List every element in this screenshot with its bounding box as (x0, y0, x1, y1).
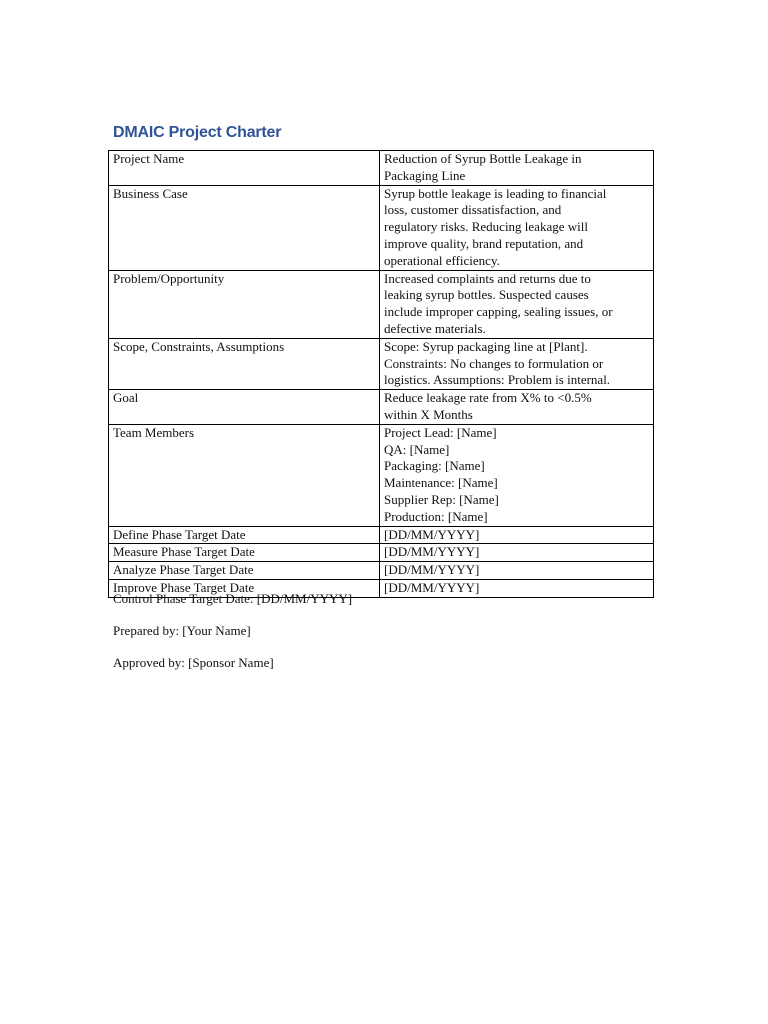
row-value-line: Maintenance: [Name] (384, 475, 498, 491)
row-value-line: Supplier Rep: [Name] (384, 491, 499, 507)
row-label: Business Case (109, 185, 380, 270)
row-value-line: loss, customer dissatisfaction, and (384, 202, 562, 218)
row-value (380, 526, 654, 544)
table-row (109, 185, 654, 270)
row-value-line: QA: [Name] (384, 441, 450, 457)
row-value-line: improve quality, brand reputation, and (384, 235, 584, 251)
row-label: Scope, Constraints, Assumptions (109, 338, 380, 389)
row-value-line: [DD/MM/YYYY] (384, 579, 480, 595)
row-value (380, 390, 654, 425)
row-value (380, 185, 654, 270)
table-row (109, 338, 654, 389)
row-label: Team Members (109, 424, 380, 526)
row-value (380, 424, 654, 526)
row-value-line: Increased complaints and returns due to (384, 270, 591, 286)
row-label: Improve Phase Target Date (109, 579, 380, 597)
table-row (109, 390, 654, 425)
row-value-line: [DD/MM/YYYY] (384, 544, 480, 560)
approved-by-line: Approved by: [Sponsor Name] (113, 655, 274, 670)
row-value (380, 579, 654, 597)
row-value-line: [DD/MM/YYYY] (384, 526, 480, 542)
row-value-line: include improper capping, sealing issues, or (384, 304, 613, 320)
control-phase-line: Control Phase Target Date: [DD/MM/YYYY] (113, 591, 353, 606)
row-value-line: within X Months (384, 406, 473, 422)
row-value-line: [DD/MM/YYYY] (384, 562, 480, 578)
table-row (109, 151, 654, 186)
table-row (109, 270, 654, 338)
row-label: Define Phase Target Date (109, 526, 380, 544)
table-row (109, 526, 654, 544)
charter-table-body (109, 151, 654, 598)
row-value-line: operational efficiency. (384, 252, 500, 268)
row-value-line: leaking syrup bottles. Suspected causes (384, 287, 589, 303)
row-value-line: logistics. Assumptions: Problem is internal. (384, 372, 611, 388)
row-value (380, 562, 654, 580)
row-value (380, 151, 654, 186)
row-value-line: Packaging: [Name] (384, 458, 485, 474)
row-value (380, 338, 654, 389)
table-row (109, 562, 654, 580)
row-value-line: regulatory risks. Reducing leakage will (384, 219, 588, 235)
row-value-line: Project Lead: [Name] (384, 424, 497, 440)
row-value-line: Syrup bottle leakage is leading to financial (384, 185, 607, 201)
row-label: Measure Phase Target Date (109, 544, 380, 562)
row-value (380, 544, 654, 562)
row-value (380, 270, 654, 338)
row-label: Problem/Opportunity (109, 270, 380, 338)
row-label: Project Name (109, 151, 380, 186)
prepared-by-line: Prepared by: [Your Name] (113, 623, 251, 638)
document-title: DMAIC Project Charter (113, 124, 282, 141)
row-value-line: defective materials. (384, 320, 486, 336)
row-value-line: Packaging Line (384, 167, 466, 183)
row-label: Goal (109, 390, 380, 425)
row-value-line: Production: [Name] (384, 508, 488, 524)
table-row (109, 544, 654, 562)
row-value-line: Constraints: No changes to formulation or (384, 355, 604, 371)
table-row (109, 424, 654, 526)
row-value-line: Reduce leakage rate from X% to <0.5% (384, 390, 592, 406)
row-value-line: Scope: Syrup packaging line at [Plant]. (384, 338, 588, 354)
charter-table (108, 150, 654, 598)
row-label: Analyze Phase Target Date (109, 562, 380, 580)
row-value-line: Reduction of Syrup Bottle Leakage in (384, 151, 582, 166)
